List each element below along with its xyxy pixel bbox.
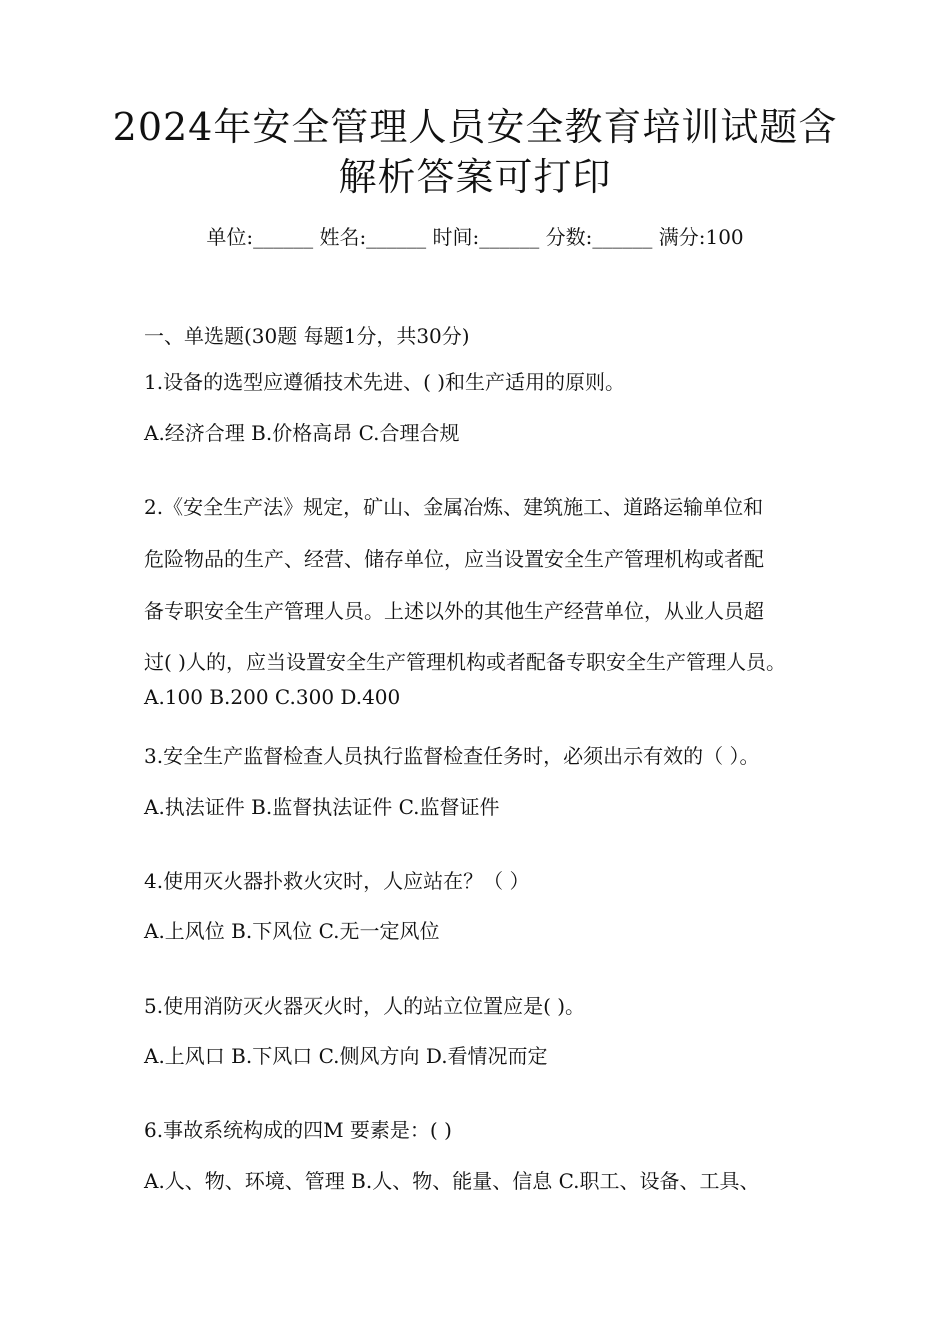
question-2-options: A.100 B.200 C.300 D.400 (144, 685, 401, 709)
question-3-options: A.执法证件 B.监督执法证件 C.监督证件 (144, 795, 500, 819)
question-2-text-line-4: 过( )人的，应当设置安全生产管理机构或者配备专职安全生产管理人员。 (144, 650, 786, 674)
section-heading: 一、单选题(30题 每题1分，共30分) (144, 324, 470, 348)
document-title-line-2: 解析答案可打印 (338, 155, 612, 199)
question-5-text: 5.使用消防灭火器灭火时，人的站立位置应是( )。 (144, 994, 586, 1018)
question-4-text: 4.使用灭火器扑救火灾时，人应站在？（ ） (144, 869, 530, 893)
question-3-text: 3.安全生产监督检查人员执行监督检查任务时，必须出示有效的（ ）。 (144, 744, 760, 768)
question-4-options: A.上风位 B.下风位 C.无一定风位 (144, 919, 440, 943)
question-2-text-line-1: 2.《安全生产法》规定，矿山、金属冶炼、建筑施工、道路运输单位和 (144, 495, 764, 519)
question-1-text: 1.设备的选型应遵循技术先进、( )和生产适用的原则。 (144, 370, 626, 394)
question-2-text-line-2: 危险物品的生产、经营、储存单位，应当设置安全生产管理机构或者配 (144, 547, 764, 571)
question-2-text-line-3: 备专职安全生产管理人员。上述以外的其他生产经营单位，从业人员超 (144, 599, 764, 623)
document-title-line-1: 2024年安全管理人员安全教育培训试题含 (112, 105, 838, 149)
question-5-options: A.上风口 B.下风口 C.侧风方向 D.看情况而定 (144, 1044, 548, 1068)
question-6-options: A.人、物、环境、管理 B.人、物、能量、信息 C.职工、设备、工具、 (144, 1169, 760, 1193)
question-6-text: 6.事故系统构成的四M 要素是：( ) (144, 1118, 452, 1142)
exam-info-line: 单位:______ 姓名:______ 时间:______ 分数:______ 满分:100 (206, 225, 744, 249)
question-1-options: A.经济合理 B.价格高昂 C.合理合规 (144, 421, 460, 445)
